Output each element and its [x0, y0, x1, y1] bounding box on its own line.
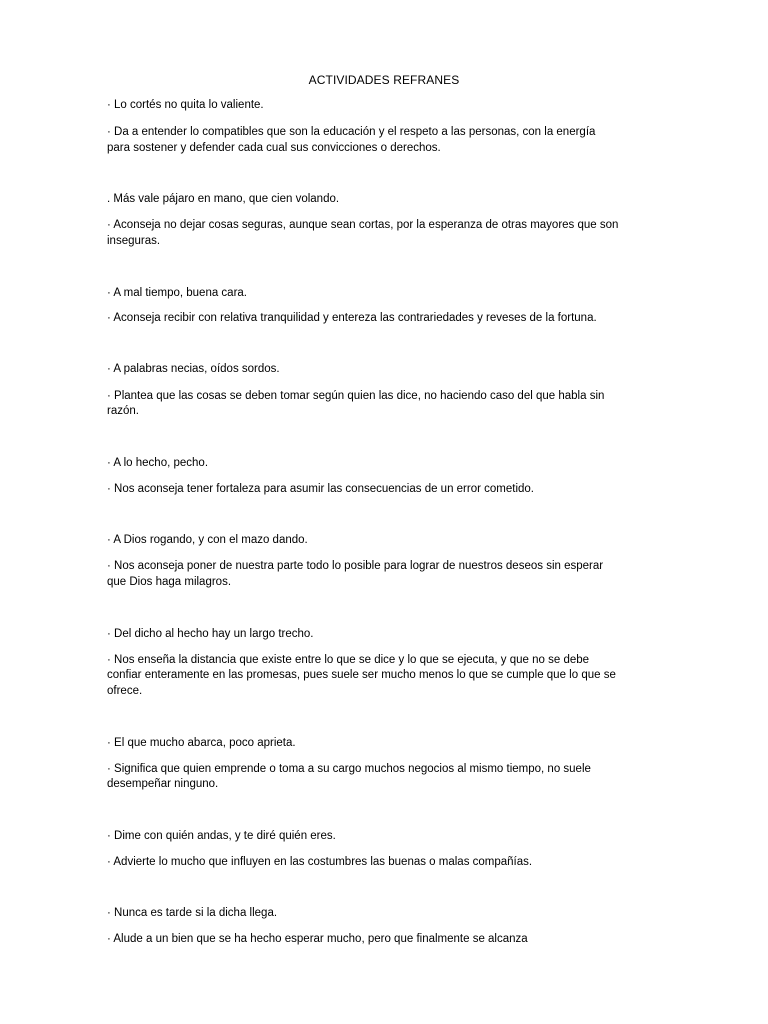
explanation-line: · Aconseja recibir con relativa tranquilidad y entereza las contrariedades y reveses de la fortuna. — [107, 312, 597, 324]
explanation-line: razón. — [107, 405, 139, 417]
explanation-line: · Da a entender lo compatibles que son la educación y el respeto a las personas, con la energía — [107, 126, 596, 138]
explanation-line: · Alude a un bien que se ha hecho esperar mucho, pero que finalmente se alcanza — [107, 933, 528, 945]
explanation-line: inseguras. — [107, 235, 161, 247]
proverb-line: · A mal tiempo, buena cara. — [107, 287, 247, 299]
explanation-line: confiar enteramente en las promesas, pues suele ser mucho menos lo que se cumple que lo que se — [107, 669, 616, 681]
proverb-line: · Lo cortés no quita lo valiente. — [107, 99, 264, 111]
proverb-line: . Más vale pájaro en mano, que cien volando. — [107, 193, 340, 205]
explanation-line: · Nos aconseja tener fortaleza para asumir las consecuencias de un error cometido. — [107, 483, 534, 495]
explanation-line: · Plantea que las cosas se deben tomar según quien las dice, no haciendo caso del que habla sin — [107, 390, 605, 402]
explanation-line: para sostener y defender cada cual sus convicciones o derechos. — [107, 142, 441, 154]
explanation-line: · Nos aconseja poner de nuestra parte todo lo posible para lograr de nuestros deseos sin esperar — [107, 560, 604, 572]
explanation-line: · Aconseja no dejar cosas seguras, aunque sean cortas, por la esperanza de otras mayores que son — [107, 219, 619, 231]
proverb-line: · A palabras necias, oídos sordos. — [107, 363, 280, 375]
document-title: ACTIVIDADES REFRANES — [308, 73, 460, 87]
proverb-line: · A lo hecho, pecho. — [107, 457, 209, 469]
proverb-line: · A Dios rogando, y con el mazo dando. — [107, 534, 308, 546]
proverb-line: · Dime con quién andas, y te diré quién eres. — [107, 830, 336, 842]
proverb-line: · El que mucho abarca, poco aprieta. — [107, 737, 296, 749]
explanation-line: · Significa que quien emprende o toma a su cargo muchos negocios al mismo tiempo, no suele — [107, 763, 591, 775]
proverb-line: · Del dicho al hecho hay un largo trecho. — [107, 628, 314, 640]
explanation-line: desempeñar ninguno. — [107, 778, 219, 790]
explanation-line: · Advierte lo mucho que influyen en las costumbres las buenas o malas compañías. — [107, 856, 533, 868]
explanation-line: ofrece. — [107, 685, 143, 697]
proverb-line: · Nunca es tarde si la dicha llega. — [107, 907, 278, 919]
explanation-line: que Dios haga milagros. — [107, 576, 232, 588]
explanation-line: · Nos enseña la distancia que existe entre lo que se dice y lo que se ejecuta, y que no se debe — [107, 654, 590, 666]
